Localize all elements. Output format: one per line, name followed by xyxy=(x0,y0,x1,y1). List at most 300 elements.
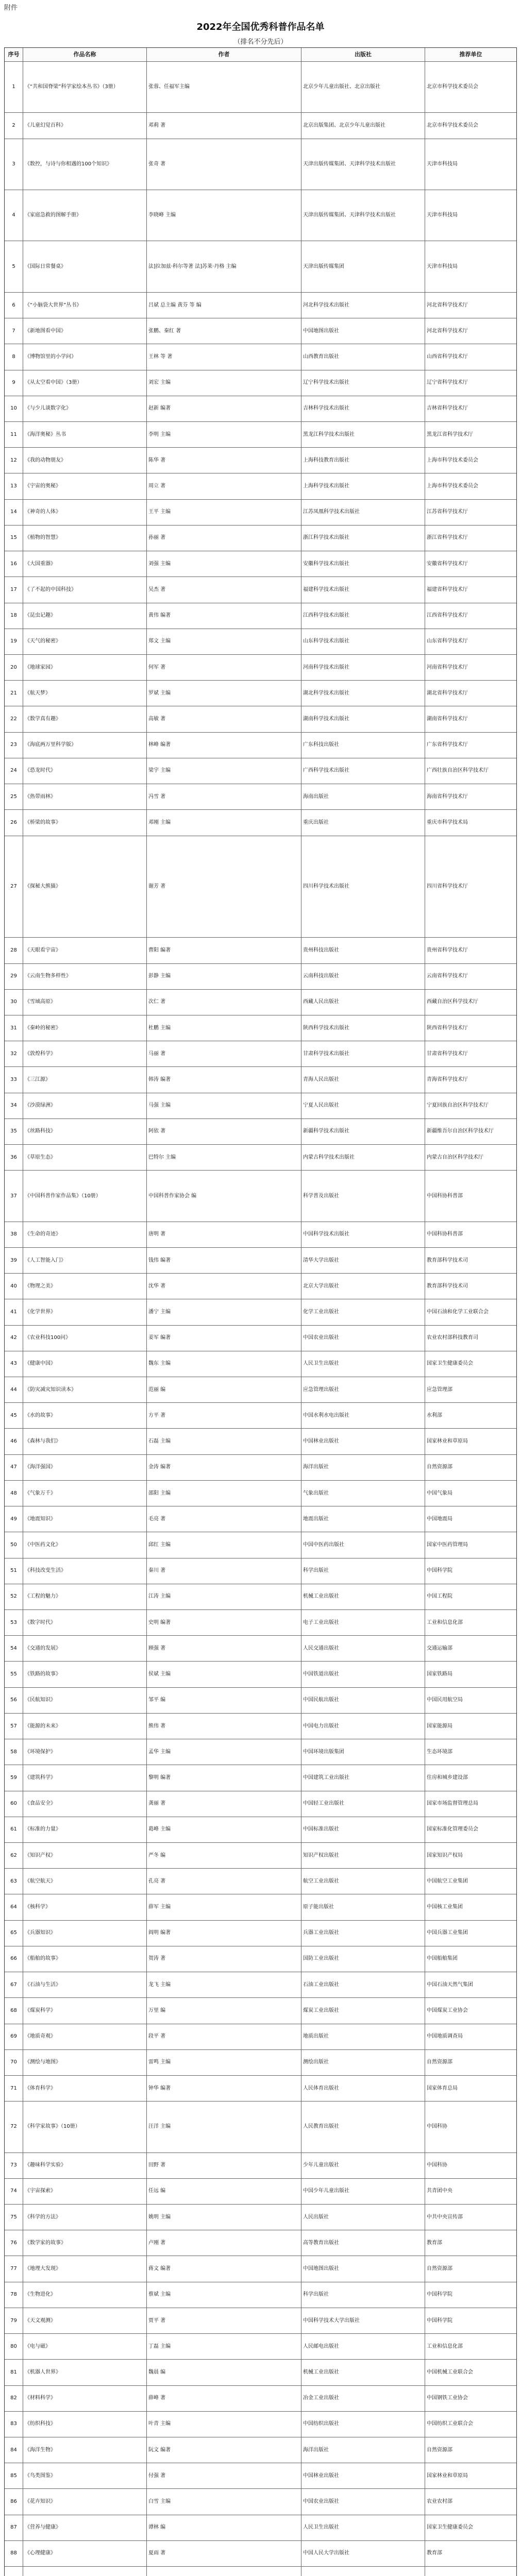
cell-recommender: 中国工程院 xyxy=(427,1594,452,1600)
cell-author: 黄伟 编著 xyxy=(147,603,301,629)
cell-author: 丁磊 主编 xyxy=(147,2334,301,2359)
cell-author: 魏晨 编 xyxy=(147,2360,301,2385)
table-row xyxy=(5,396,516,422)
cell-recommender: 吉林省科学技术厅 xyxy=(427,405,468,412)
cell-recommender: 国家林业和草原局 xyxy=(427,2472,468,2479)
cell-recommender: 工业和信息化部 xyxy=(427,2343,463,2349)
table-row xyxy=(5,551,516,577)
header-publisher: 出版社 xyxy=(301,48,425,61)
table-row xyxy=(5,1506,516,1532)
cell-number: 54 xyxy=(5,1636,23,1661)
cell-author xyxy=(147,2567,301,2576)
cell-publisher: 陕西科学技术出版社 xyxy=(301,1015,425,1041)
cell-recommender: 自然资源部 xyxy=(427,2266,452,2272)
cell-author: 冯雪 著 xyxy=(147,784,301,809)
cell-author: 张蓉、任福军主编 xyxy=(147,62,301,112)
cell-author: 王林 等 著 xyxy=(147,344,301,369)
cell-recommender: 天津市科技局 xyxy=(427,161,458,167)
cell-number: 26 xyxy=(5,810,23,835)
cell-recommender: 国家市场监督管理总局 xyxy=(427,1801,478,1807)
cell-title: 《地理大发现》 xyxy=(23,2256,147,2281)
table-row xyxy=(5,1765,516,1791)
cell-number: 10 xyxy=(5,396,23,421)
header-author: 作者 xyxy=(147,48,301,61)
table-row xyxy=(5,1843,516,1869)
cell-publisher: 科学出版社 xyxy=(301,1558,425,1584)
cell-author: 史明 编著 xyxy=(147,1610,301,1635)
cell-recommender: 中国核工业集团 xyxy=(427,1904,463,1910)
cell-title: 《桥梁的故事》 xyxy=(23,810,147,835)
cell-publisher: 安徽科学技术出版社 xyxy=(301,551,425,577)
cell-number: 24 xyxy=(5,758,23,784)
cell-number: 67 xyxy=(5,1972,23,1997)
cell-number: 69 xyxy=(5,2024,23,2049)
cell-number: 44 xyxy=(5,1377,23,1402)
cell-publisher: 应急管理出版社 xyxy=(301,1377,425,1402)
table-row xyxy=(5,2076,516,2102)
cell-publisher: 广西科学技术出版社 xyxy=(301,758,425,784)
cell-recommender: 新疆维吾尔自治区科学技术厅 xyxy=(427,1128,494,1134)
cell-title: 《物理之美》 xyxy=(23,1274,147,1299)
cell-publisher: 清华大学出版社 xyxy=(301,1248,425,1273)
cell-recommender: 内蒙古自治区科学技术厅 xyxy=(427,1154,483,1160)
cell-number: 63 xyxy=(5,1869,23,1894)
table-row xyxy=(5,784,516,810)
cell-recommender: 应急管理部 xyxy=(427,1386,452,1393)
cell-title: 《数字时代》 xyxy=(23,1610,147,1635)
cell-recommender: 国家林业和草原局 xyxy=(427,1438,468,1445)
cell-number: 58 xyxy=(5,1739,23,1765)
cell-author: 高敏 著 xyxy=(147,706,301,732)
cell-publisher: 中国环境出版集团 xyxy=(301,1739,425,1765)
cell-title: 《新地图看中国》 xyxy=(23,318,147,344)
cell-title: 《健康中国》 xyxy=(23,1351,147,1377)
cell-number: 59 xyxy=(5,1765,23,1790)
cell-recommender: 山西省科学技术厅 xyxy=(427,353,468,360)
table-row xyxy=(5,526,516,551)
cell-publisher: 中国建筑工业出版社 xyxy=(301,1765,425,1790)
cell-publisher: 人民邮电出版社 xyxy=(301,2334,425,2359)
cell-recommender: 北京市科学技术委员会 xyxy=(427,84,478,90)
cell-author: 法]拉加兹·科尔等著 法]苏莱·丹格 主编 xyxy=(147,241,301,292)
cell-author: 彭静 主编 xyxy=(147,964,301,989)
cell-publisher: 中国标准出版社 xyxy=(301,1817,425,1842)
cell-author: 田野 著 xyxy=(147,2153,301,2178)
cell-publisher: 少年儿童出版社 xyxy=(301,2153,425,2178)
cell-number: 60 xyxy=(5,1791,23,1817)
cell-publisher: 中国地图出版社 xyxy=(301,318,425,344)
table-row xyxy=(5,2102,516,2153)
cell-author: 林峰 编著 xyxy=(147,733,301,758)
cell-number: 43 xyxy=(5,1351,23,1377)
cell-number: 37 xyxy=(5,1171,23,1221)
cell-publisher: 中国林业出版社 xyxy=(301,1429,425,1454)
cell-title: 《中国科普作家作品集》（10册） xyxy=(23,1171,147,1221)
table-row xyxy=(5,448,516,473)
cell-publisher: 中国农业出版社 xyxy=(301,1326,425,1351)
cell-author: 杜鹏 主编 xyxy=(147,1015,301,1041)
cell-recommender: 国家标准化管理委员会 xyxy=(427,1826,478,1833)
cell-publisher: 内蒙古科学技术出版社 xyxy=(301,1145,425,1170)
cell-title: 《天文观测》 xyxy=(23,2308,147,2333)
cell-number: 32 xyxy=(5,1041,23,1066)
cell-title: 《科学家故事》（10册） xyxy=(23,2102,147,2152)
cell-author: 张奇 著 xyxy=(147,139,301,190)
cell-author: 何军 著 xyxy=(147,655,301,680)
table-row xyxy=(5,1429,516,1454)
cell-author: 蒋文 编著 xyxy=(147,2256,301,2281)
cell-number: 6 xyxy=(5,293,23,318)
cell-recommender: 天津市科技局 xyxy=(427,263,458,269)
cell-recommender: 北京市科学技术委员会 xyxy=(427,123,478,129)
awards-table xyxy=(4,47,517,2576)
table-row xyxy=(5,500,516,526)
cell-number: 64 xyxy=(5,1894,23,1920)
table-row xyxy=(5,758,516,784)
cell-number: 68 xyxy=(5,1998,23,2023)
cell-publisher: 山西教育出版社 xyxy=(301,344,425,369)
cell-number: 25 xyxy=(5,784,23,809)
cell-author: 李晓峰 主编 xyxy=(147,190,301,241)
cell-number: 27 xyxy=(5,836,23,938)
cell-recommender: 国家卫生健康委员会 xyxy=(427,1361,473,1367)
cell-recommender: 湖北省科学技术厅 xyxy=(427,690,468,696)
cell-author: 金涛 编著 xyxy=(147,1455,301,1480)
cell-number: 56 xyxy=(5,1688,23,1713)
cell-number: 47 xyxy=(5,1455,23,1480)
cell-recommender: 自然资源部 xyxy=(427,1464,452,1470)
table-row xyxy=(5,190,516,241)
cell-title: 《神奇的人体》 xyxy=(23,500,147,525)
cell-title: 《农业科技100问》 xyxy=(23,1326,147,1351)
cell-title: 《天眼看宇宙》 xyxy=(23,938,147,963)
cell-number: 29 xyxy=(5,964,23,989)
cell-author: 孟华 主编 xyxy=(147,1739,301,1765)
cell-author: 邓刚 主编 xyxy=(147,810,301,835)
cell-title: 《海洋奥秘》丛书 xyxy=(23,422,147,447)
cell-publisher: 海洋出版社 xyxy=(301,1455,425,1480)
cell-publisher: 航空工业出版社 xyxy=(301,1869,425,1894)
cell-publisher: 科学出版社 xyxy=(301,2282,425,2308)
cell-number: 72 xyxy=(5,2102,23,2152)
table-row xyxy=(5,2024,516,2050)
cell-number: 82 xyxy=(5,2386,23,2411)
header-title: 作品名称 xyxy=(23,48,147,61)
cell-author: 潘宁 主编 xyxy=(147,1299,301,1325)
cell-publisher: 中国纺织出版社 xyxy=(301,2412,425,2437)
cell-publisher: 湖北科学技术出版社 xyxy=(301,681,425,706)
cell-recommender: 青海省科学技术厅 xyxy=(427,1077,468,1083)
cell-recommender: 陕西省科学技术厅 xyxy=(427,1025,468,1031)
cell-recommender: 四川省科学技术厅 xyxy=(427,883,468,889)
cell-number: 34 xyxy=(5,1093,23,1118)
table-row xyxy=(5,1067,516,1093)
cell-number: 45 xyxy=(5,1403,23,1428)
cell-author: 卢刚 著 xyxy=(147,2230,301,2256)
cell-publisher: 云南科技出版社 xyxy=(301,964,425,989)
cell-author: 钱伟 编著 xyxy=(147,1248,301,1273)
cell-author: 刘宏 主编 xyxy=(147,370,301,396)
cell-title: 《中医药文化》 xyxy=(23,1532,147,1557)
table-row xyxy=(5,318,516,344)
cell-title: 《趣味科学实验》 xyxy=(23,2153,147,2178)
table-row xyxy=(5,2230,516,2256)
cell-recommender: 中国民用航空局 xyxy=(427,1697,463,1703)
cell-number: 62 xyxy=(5,1843,23,1868)
table-row xyxy=(5,1972,516,1998)
cell-number: 81 xyxy=(5,2360,23,2385)
cell-author: 邹平 编 xyxy=(147,1688,301,1713)
cell-author: 贺涛 著 xyxy=(147,1946,301,1972)
cell-number: 48 xyxy=(5,1481,23,1506)
table-row xyxy=(5,139,516,190)
cell-recommender: 中国科协科普部 xyxy=(427,1193,463,1199)
cell-author: 曹阳 编著 xyxy=(147,938,301,963)
cell-publisher xyxy=(301,2567,425,2576)
cell-title: 《家庭急救的图解手册》 xyxy=(23,190,147,241)
table-row xyxy=(5,370,516,396)
table-row xyxy=(5,629,516,655)
table-row xyxy=(5,1558,516,1584)
cell-number: 52 xyxy=(5,1584,23,1609)
cell-publisher: 电子工业出版社 xyxy=(301,1610,425,1635)
cell-author: 汪洋 主编 xyxy=(147,2102,301,2152)
cell-recommender: 广东省科学技术厅 xyxy=(427,742,468,748)
cell-publisher: 贵州科技出版社 xyxy=(301,938,425,963)
cell-recommender: 共青团中央 xyxy=(427,2188,452,2194)
cell-author: 秦川 著 xyxy=(147,1558,301,1584)
cell-publisher: 测绘出版社 xyxy=(301,2050,425,2075)
table-row xyxy=(5,2437,516,2463)
cell-title: 《生命的奇迹》 xyxy=(23,1222,147,1247)
cell-author: 邵阳 主编 xyxy=(147,1481,301,1506)
cell-title: 《数学真有趣》 xyxy=(23,706,147,732)
cell-publisher: 中国铁道出版社 xyxy=(301,1662,425,1687)
table-row xyxy=(5,964,516,990)
table-row xyxy=(5,1688,516,1714)
cell-recommender: 山东省科学技术厅 xyxy=(427,638,468,645)
cell-title: 《敦煌科学》 xyxy=(23,1041,147,1066)
table-row xyxy=(5,2050,516,2076)
table-row xyxy=(5,2179,516,2205)
cell-recommender: 中国兵器工业集团 xyxy=(427,1930,468,1936)
cell-recommender: 中国地震局 xyxy=(427,1516,452,1522)
cell-publisher: 中国中医药出版社 xyxy=(301,1532,425,1557)
cell-number: 19 xyxy=(5,629,23,654)
cell-publisher: 河南科学技术出版社 xyxy=(301,655,425,680)
table-row xyxy=(5,603,516,629)
cell-title: 《航空航天》 xyxy=(23,1869,147,1894)
cell-number: 51 xyxy=(5,1558,23,1584)
cell-author: 孔亮 著 xyxy=(147,1869,301,1894)
table-row xyxy=(5,733,516,758)
cell-publisher: 中国电力出版社 xyxy=(301,1714,425,1739)
cell-author: 龙飞 主编 xyxy=(147,1972,301,1997)
cell-title: 《能源的未来》 xyxy=(23,1714,147,1739)
table-row xyxy=(5,113,516,139)
cell-title: 《测绘与地图》 xyxy=(23,2050,147,2075)
cell-publisher: 地震出版社 xyxy=(301,1506,425,1532)
cell-recommender: 教育部科学技术司 xyxy=(427,1257,468,1263)
cell-author: 周立 著 xyxy=(147,473,301,499)
cell-title: 《心理健康》 xyxy=(23,2541,147,2566)
cell-recommender: 农业农村部 xyxy=(427,2499,452,2505)
cell-number: 15 xyxy=(5,526,23,551)
cell-number: 8 xyxy=(5,344,23,369)
cell-number: 50 xyxy=(5,1532,23,1557)
cell-number: 73 xyxy=(5,2153,23,2178)
cell-recommender: 中国科协 xyxy=(427,2162,447,2168)
cell-recommender: 河北省科学技术厅 xyxy=(427,328,468,334)
cell-recommender: 中国地质调查局 xyxy=(427,2033,463,2040)
cell-number: 84 xyxy=(5,2437,23,2463)
cell-author: 巴特尔 主编 xyxy=(147,1145,301,1170)
cell-recommender: 自然资源部 xyxy=(427,2447,452,2453)
cell-author: 刘强 主编 xyxy=(147,551,301,577)
cell-title: 《纺织科技》 xyxy=(23,2412,147,2437)
cell-author: 顾强 著 xyxy=(147,1636,301,1661)
cell-publisher: 中国人民大学出版社 xyxy=(301,2541,425,2566)
cell-title: 《从太空看中国》（3册） xyxy=(23,370,147,396)
table-row xyxy=(5,1817,516,1843)
cell-recommender: 天津市科技局 xyxy=(427,212,458,218)
cell-author: 沈华 著 xyxy=(147,1274,301,1299)
cell-publisher: 人民出版社 xyxy=(301,2205,425,2230)
cell-publisher: 吉林科学技术出版社 xyxy=(301,396,425,421)
table-row xyxy=(5,2334,516,2360)
cell-recommender: 教育部科学技术司 xyxy=(427,1283,468,1289)
cell-title: 《船舶的故事》 xyxy=(23,1946,147,1972)
cell-number: 28 xyxy=(5,938,23,963)
cell-recommender: 国家知识产权局 xyxy=(427,1852,463,1858)
cell-title: 《昆虫记趣》 xyxy=(23,603,147,629)
cell-publisher: 北京大学出版社 xyxy=(301,1274,425,1299)
cell-author: 蔡斌 主编 xyxy=(147,2282,301,2308)
table-row xyxy=(5,2282,516,2308)
cell-recommender: 江西省科学技术厅 xyxy=(427,613,468,619)
attachment-label: 附件 xyxy=(4,4,18,12)
table-row xyxy=(5,2153,516,2179)
cell-recommender: 中共中央宣传部 xyxy=(427,2214,463,2220)
cell-publisher: 地质出版社 xyxy=(301,2024,425,2049)
cell-publisher: 浙江科学技术出版社 xyxy=(301,526,425,551)
cell-recommender: 国家体育总局 xyxy=(427,2085,458,2091)
cell-publisher: 高等教育出版社 xyxy=(301,2230,425,2256)
table-row xyxy=(5,2515,516,2541)
cell-publisher: 气象出版社 xyxy=(301,1481,425,1506)
cell-title: 《电与磁》 xyxy=(23,2334,147,2359)
cell-author: 夏雨 著 xyxy=(147,2541,301,2566)
cell-title: 《科技改变生活》 xyxy=(23,1558,147,1584)
cell-publisher: 科学普及出版社 xyxy=(301,1171,425,1221)
table-row xyxy=(5,577,516,603)
cell-number: 76 xyxy=(5,2230,23,2256)
cell-author: 葛峰 主编 xyxy=(147,1817,301,1842)
cell-title: 《石油与生活》 xyxy=(23,1972,147,1997)
cell-title: 《植物的智慧》 xyxy=(23,526,147,551)
cell-recommender: 辽宁省科学技术厅 xyxy=(427,380,468,386)
cell-author: 叶青 主编 xyxy=(147,2412,301,2437)
cell-publisher: 人民卫生出版社 xyxy=(301,1351,425,1377)
cell-recommender: 云南省科学技术厅 xyxy=(427,973,468,979)
cell-author: 薛军 主编 xyxy=(147,1894,301,1920)
table-row xyxy=(5,1093,516,1119)
cell-number: 49 xyxy=(5,1506,23,1532)
cell-recommender: 西藏自治区科学技术厅 xyxy=(427,999,478,1005)
cell-title: 《建筑科学》 xyxy=(23,1765,147,1790)
cell-number: 88 xyxy=(5,2541,23,2566)
cell-author: 毛亮 著 xyxy=(147,1506,301,1532)
cell-title: 《雪域高原》 xyxy=(23,990,147,1015)
cell-publisher: 化学工业出版社 xyxy=(301,1299,425,1325)
cell-title: 《云南生物多样性》 xyxy=(23,964,147,989)
cell-title: 《煤炭科学》 xyxy=(23,1998,147,2023)
cell-number: 13 xyxy=(5,473,23,499)
cell-recommender: 中国科学院 xyxy=(427,2317,452,2324)
cell-title: 《花卉知识》 xyxy=(23,2489,147,2514)
cell-author: 张鹏、秦红 著 xyxy=(147,318,301,344)
cell-publisher: 石油工业出版社 xyxy=(301,1972,425,1997)
table-row xyxy=(5,1894,516,1920)
cell-author: 郑文 主编 xyxy=(147,629,301,654)
cell-recommender: 国家中医药管理局 xyxy=(427,1541,468,1548)
cell-author: 姚明 主编 xyxy=(147,2205,301,2230)
cell-author: 谢芳 著 xyxy=(147,836,301,938)
table-row xyxy=(5,990,516,1015)
cell-number: 14 xyxy=(5,500,23,525)
cell-number: 30 xyxy=(5,990,23,1015)
cell-author: 范丽 编 xyxy=(147,1377,301,1402)
table-row xyxy=(5,344,516,370)
cell-number: 77 xyxy=(5,2256,23,2281)
table-row xyxy=(5,1532,516,1558)
cell-author: 段平 著 xyxy=(147,2024,301,2049)
cell-publisher: 宁夏人民出版社 xyxy=(301,1093,425,1118)
table-row xyxy=(5,1119,516,1145)
table-row xyxy=(5,1946,516,1972)
cell-publisher: 重庆出版社 xyxy=(301,810,425,835)
cell-title: 《沙漠绿洲》 xyxy=(23,1093,147,1118)
cell-recommender xyxy=(425,2567,516,2576)
cell-recommender: 中国气象局 xyxy=(427,1490,452,1496)
cell-recommender: 重庆市科学技术局 xyxy=(427,819,468,825)
cell-publisher: 兵器工业出版社 xyxy=(301,1921,425,1946)
cell-title: 《核科学》 xyxy=(23,1894,147,1920)
cell-publisher: 青海人民出版社 xyxy=(301,1067,425,1092)
cell-title: 《数学家的故事》 xyxy=(23,2230,147,2256)
cell-title: 《海洋生物》 xyxy=(23,2437,147,2463)
cell-author: 吴杰 著 xyxy=(147,577,301,602)
cell-title: 《航天梦》 xyxy=(23,681,147,706)
cell-number: 55 xyxy=(5,1662,23,1687)
cell-number: 75 xyxy=(5,2205,23,2230)
table-row xyxy=(5,241,516,292)
cell-title: 《环境保护》 xyxy=(23,1739,147,1765)
table-row xyxy=(5,2541,516,2567)
cell-recommender: 水利部 xyxy=(427,1412,442,1418)
cell-publisher: 中国地图出版社 xyxy=(301,2256,425,2281)
cell-author: 江涛 主编 xyxy=(147,1584,301,1609)
table-row xyxy=(5,1739,516,1765)
cell-author: 赵新 编著 xyxy=(147,396,301,421)
cell-publisher: 人民体育出版社 xyxy=(301,2076,425,2101)
cell-author: 龚丽 著 xyxy=(147,1791,301,1817)
cell-number: 1 xyxy=(5,62,23,112)
cell-number: 74 xyxy=(5,2179,23,2204)
cell-number: 2 xyxy=(5,113,23,138)
cell-number: 85 xyxy=(5,2463,23,2488)
cell-number: 40 xyxy=(5,1274,23,1299)
